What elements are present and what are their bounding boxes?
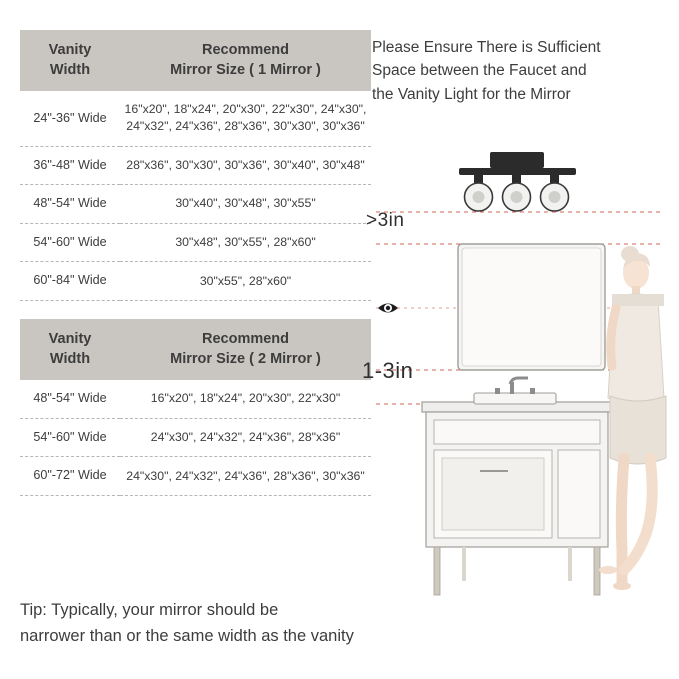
- dimension-label-bottom: 1-3in: [362, 358, 414, 383]
- cell-mirror-sizes: 16"x20", 18"x24", 20"x30", 22"x30": [120, 380, 371, 418]
- table-row: [20, 223, 371, 262]
- header-line: Mirror Size ( 1 Mirror ): [170, 61, 321, 78]
- tip-line-2: narrower than or the same width as the vanity: [20, 626, 354, 645]
- sizes-line: 24"x32", 24"x36", 28"x36", 30"x30", 30"x36": [126, 119, 365, 134]
- table-header-row: [20, 30, 371, 91]
- cell-vanity-width: 48"-54" Wide: [20, 185, 120, 224]
- header-line: Vanity: [48, 42, 92, 58]
- illustration-panel: [362, 30, 667, 650]
- header-line: Width: [49, 350, 91, 367]
- table-header-row: [20, 319, 371, 380]
- table-row: [20, 146, 371, 185]
- vanity-cabinet: [422, 378, 612, 595]
- table-row: [20, 185, 371, 224]
- column-header-vanity-width: [20, 30, 120, 91]
- sizes-line: 16"x20", 18"x24", 20"x30", 22"x30", 24"x30",: [124, 102, 367, 117]
- bathroom-vanity-illustration: [362, 30, 667, 650]
- table-row: [20, 457, 371, 496]
- header-line: Vanity: [48, 331, 92, 348]
- cell-mirror-sizes: 30"x40", 30"x48", 30"x55": [120, 185, 371, 224]
- cell-vanity-width: 48"-54" Wide: [20, 380, 120, 418]
- eye-icon: [378, 304, 398, 313]
- header-line: Mirror Size ( 2 Mirror ): [170, 350, 321, 367]
- headline-line-2: Space between the Faucet and: [372, 62, 587, 80]
- tip-line-1: Tip: Typically, your mirror should be: [20, 601, 279, 619]
- tables-container: [20, 30, 367, 496]
- cell-vanity-width: 54"-60" Wide: [20, 418, 120, 457]
- column-header-recommend-mirror-size: [120, 30, 371, 91]
- tip-text: [20, 598, 370, 649]
- table-row: [20, 262, 371, 301]
- cell-vanity-width: 54"-60" Wide: [20, 223, 120, 262]
- two-mirror-table: [20, 319, 371, 496]
- column-header-recommend-mirror-size: [120, 319, 371, 380]
- table-row: [20, 91, 371, 146]
- column-header-vanity-width: [20, 319, 120, 380]
- cell-vanity-width: 36"-48" Wide: [20, 146, 120, 185]
- cell-mirror-sizes: 30"x48", 30"x55", 28"x60": [120, 223, 371, 262]
- cell-vanity-width: 60"-84" Wide: [20, 262, 120, 301]
- mirror: [458, 244, 605, 370]
- table-row: [20, 380, 371, 418]
- cell-mirror-sizes: 28"x36", 30"x30", 30"x36", 30"x40", 30"x48": [120, 146, 371, 185]
- cell-mirror-sizes: [120, 91, 371, 146]
- header-line: Width: [49, 61, 91, 78]
- table-spacer: [20, 301, 355, 319]
- cell-vanity-width: 24"-36" Wide: [20, 91, 120, 146]
- dimension-label-top: >3in: [366, 210, 405, 231]
- cell-mirror-sizes: 24"x30", 24"x32", 24"x36", 28"x36": [120, 418, 371, 457]
- person-figure: [599, 246, 666, 590]
- header-line: Recommend: [201, 331, 290, 348]
- header-line: Recommend: [201, 42, 290, 58]
- one-mirror-table: [20, 30, 371, 301]
- headline-line-1: Please Ensure There is Sufficient: [372, 39, 601, 56]
- table-row: [20, 418, 371, 457]
- headline-line-3: the Vanity Light for the Mirror: [372, 85, 571, 103]
- cell-mirror-sizes: 30"x55", 28"x60": [120, 262, 371, 301]
- cell-vanity-width: 60"-72" Wide: [20, 457, 120, 496]
- vanity-light-fixture: [459, 152, 576, 211]
- cell-mirror-sizes: 24"x30", 24"x32", 24"x36", 28"x36", 30"x36": [120, 457, 371, 496]
